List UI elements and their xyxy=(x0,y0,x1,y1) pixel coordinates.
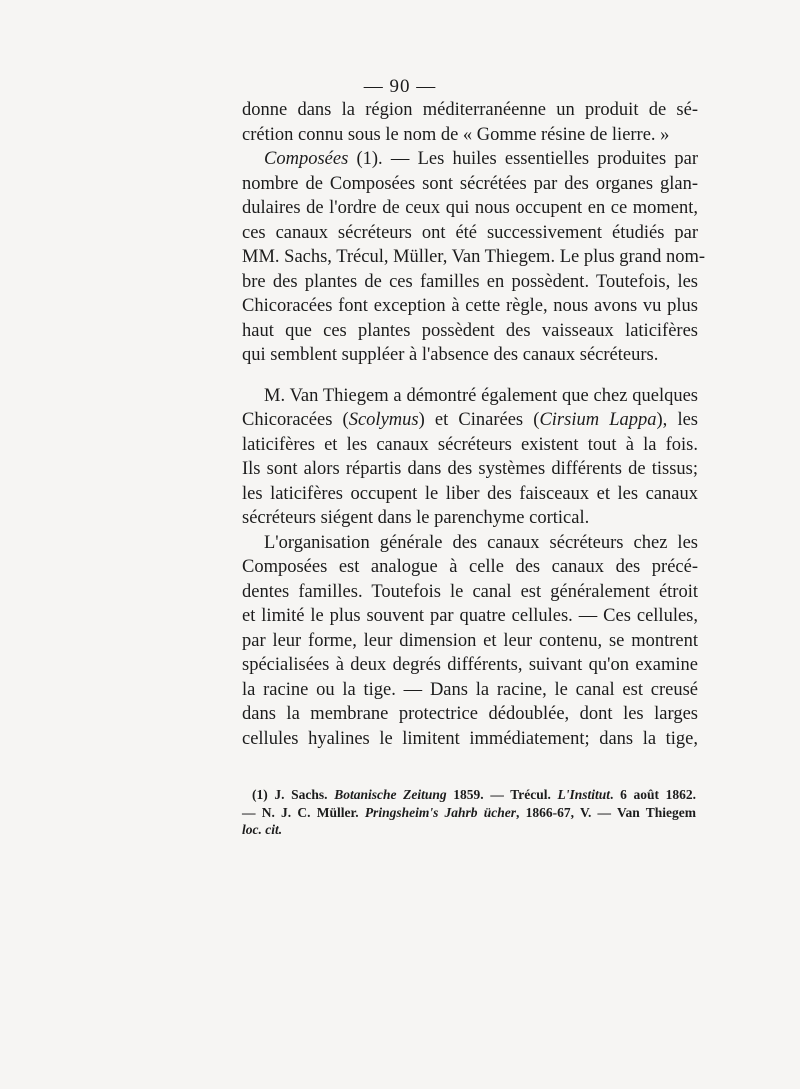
footnote-span: 1859. — Trécul. xyxy=(453,787,551,802)
text-line xyxy=(242,147,698,172)
text-line: ces canaux sécréteurs ont été successivement étudiés par xyxy=(242,222,698,243)
text-line: MM. Sachs, Trécul, Müller, Van Thiegem. Le plus grand nom- xyxy=(242,247,706,267)
text-line: et limité le plus souvent par quatre cellules. — Ces cellules, xyxy=(242,606,698,626)
footnote-span: — N. J. C. Müller. xyxy=(242,804,359,820)
footnote-italic: L'Institut xyxy=(557,787,611,802)
footnote-italic: loc. cit. xyxy=(242,822,283,837)
text-line: L'organisation générale des canaux sécréteurs chez les xyxy=(264,532,698,553)
text-span: (1). — Les huiles essentielles produites par xyxy=(356,149,698,169)
text-line: Chicoracées font exception à cette règle, nous avons vu plus xyxy=(242,296,698,316)
text-line: dans la membrane protectrice dédoublée, dont les larges xyxy=(242,704,698,724)
text-line: Composées est analogue à celle des canaux des précé- xyxy=(242,557,698,577)
text-line: spécialisées à deux degrés différents, suivant qu'on examine xyxy=(242,655,698,675)
paragraph-3 xyxy=(242,384,698,531)
text-line: par leur forme, leur dimension et leur contenu, se montrent xyxy=(242,630,698,651)
italic-genus: Scolymus xyxy=(348,410,419,430)
text-line xyxy=(242,408,698,433)
text-span: ), les xyxy=(656,410,699,430)
italic-genus: Cirsium Lappa xyxy=(539,410,657,430)
text-line: la racine ou la tige. — Dans la racine, le canal est creusé xyxy=(242,679,698,700)
footnote-italic: Pringsheim's Jahrb ücher xyxy=(364,804,517,820)
text-span: ) et Cinarées ( xyxy=(418,410,540,430)
section-heading-italic: Composées xyxy=(264,149,349,169)
footnote-span: . 6 août 1862. xyxy=(610,787,697,802)
footnote-line xyxy=(242,786,696,804)
text-line: donne dans la région méditerranéenne un produit de sé- xyxy=(242,100,698,120)
footnote-line xyxy=(242,804,696,822)
footnote xyxy=(242,786,696,839)
text-line: haut que ces plantes possèdent des vaisseaux laticifères xyxy=(242,320,698,341)
text-line: M. Van Thiegem a démontré également que chez quelques xyxy=(264,385,698,406)
footnote-span: , 1866-67, V. — Van Thiegem xyxy=(516,804,696,820)
footnote-line xyxy=(242,821,696,839)
body-text xyxy=(242,98,706,751)
text-line: dentes familles. Toutefois le canal est généralement étroit xyxy=(242,581,698,602)
footnote-span: (1) J. Sachs. xyxy=(252,787,328,802)
paragraph-2 xyxy=(242,147,706,368)
paragraph-gap xyxy=(242,368,698,384)
text-line: laticifères et les canaux sécréteurs existent tout à la fois. xyxy=(242,434,698,455)
text-line: les laticifères occupent le liber des faisceaux et les canaux xyxy=(242,483,698,504)
text-line: qui semblent suppléer à l'absence des canaux sécréteurs. xyxy=(242,345,659,365)
text-line: crétion connu sous le nom de « Gomme résine de lierre. » xyxy=(242,124,670,145)
page-number: — 90 — xyxy=(363,76,437,97)
text-line: Ils sont alors répartis dans des systèmes différents de tissus; xyxy=(242,459,698,479)
footnote-italic: Botanische Zeitung xyxy=(334,787,447,802)
paragraph-1 xyxy=(242,98,698,147)
text-line: dulaires de l'ordre de ceux qui nous occupent en ce moment, xyxy=(242,198,698,218)
text-line: cellules hyalines le limitent immédiatement; dans la tige, xyxy=(242,728,698,749)
text-line: sécréteurs siégent dans le parenchyme cortical. xyxy=(242,508,590,528)
text-span: Chicoracées ( xyxy=(242,410,349,430)
text-line: bre des plantes de ces familles en possèdent. Toutefois, les xyxy=(242,271,698,292)
paragraph-4 xyxy=(242,531,698,752)
text-line: nombre de Composées sont sécrétées par des organes glan- xyxy=(242,173,698,194)
